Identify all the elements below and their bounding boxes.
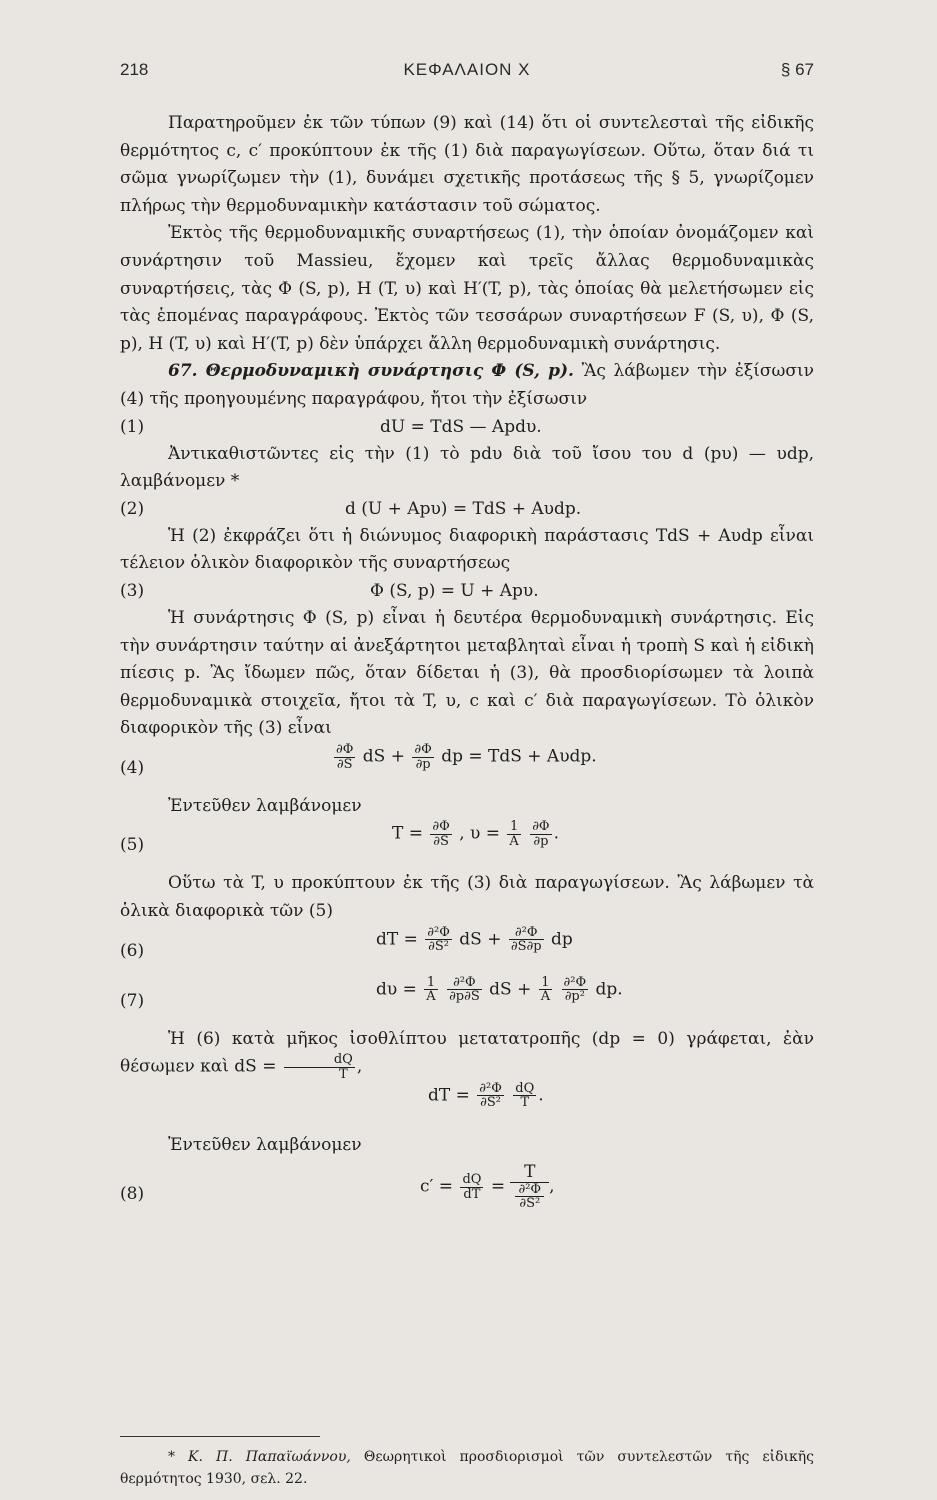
footnote-text: Θεωρητικοὶ προσδιορισμοὶ τῶν συντελεστῶν τῆς εἰδικῆς θερμότητος 1930, σελ. 22. xyxy=(120,1449,814,1487)
paragraph: Ἀντικαθιστῶντες εἰς τὴν (1) τὸ pdυ διὰ τοῦ ἴσου του d (pυ) — υdp, λαμβάνομεν * xyxy=(120,443,814,492)
equation-number: (3) xyxy=(120,580,145,601)
equation-7 xyxy=(120,976,814,1026)
equation-expression: Φ (S, p) = U + Apυ. xyxy=(370,580,539,601)
paragraph: Παρατηροῦμεν ἐκ τῶν τύπων (9) καὶ (14) ὅτι οἱ συντελεσταὶ τῆς εἰδικῆς θερμότητος c, c′ προκύπτουν ἐκ τῆς (1) διὰ παραγωγίσεων. Οὕτω, ὅταν διά τι σῶμα γνωρίζωμεν τὴν (1), δυνάμει σχετικῆς προτάσεως τῆς § 5, γνωρίζομεν πλήρως τὴν θερμοδυναμικὴν κατάστασιν τοῦ σώματος. xyxy=(120,113,814,216)
fraction: $\frac{\text{∂²Φ}}{\text{∂S²}}$ xyxy=(427,924,450,955)
equation-4 xyxy=(120,743,814,793)
page-number: 218 xyxy=(120,60,149,79)
fraction: $\frac{dQ}{T}$ xyxy=(284,1053,355,1081)
fraction: $\frac{\partial\Phi}{\partial p}$ xyxy=(532,819,550,850)
equation-expression: c′ = $\frac{dQ}{dT}$ = $\frac{T}{\frac{\text{∂²Φ}}{\text{∂S²}}}$ , xyxy=(420,1162,555,1212)
equation-2 xyxy=(120,496,814,523)
paragraph: Ἐντεῦθεν λαμβάνομεν xyxy=(168,795,362,816)
paragraph: Ἡ (2) ἐκφράζει ὅτι ἡ διώνυμος διαφορικὴ παράστασις TdS + Aυdp εἶναι τέλειον ὁλικὸν διαφορικὸν τῆς συναρτήσεως xyxy=(120,525,814,574)
equation-expression: $\frac{\partial\Phi}{\partial S}$ dS + $\frac{\partial\Phi}{\partial p}$ dp = TdS + Aυdp. xyxy=(336,741,597,772)
equation-number: (8) xyxy=(120,1184,145,1205)
paragraph: Οὕτω τὰ T, υ προκύπτουν ἐκ τῆς (3) διὰ παραγωγίσεων. Ἂς λάβωμεν τὰ ὁλικὰ διαφορικὰ τῶν (5) xyxy=(120,873,814,922)
equation-expression: dU = TdS — Apdυ. xyxy=(380,416,542,437)
footnote-rule xyxy=(120,1436,320,1437)
fraction: $\frac{\text{∂²Φ}}{\text{∂S²}}$ xyxy=(515,1183,544,1211)
equation-expression: dυ = $\frac{1}{A}$ $\frac{\text{∂²Φ}}{\partial p\partial S}$ dS + $\frac{1}{A}$ $\frac{\text{∂²Φ}}{\text{∂p²}}$ dp. xyxy=(376,974,623,1005)
page-body xyxy=(120,110,814,1235)
section-heading: 67. Θερμοδυναμικὴ συνάρτησις Φ (S, p). xyxy=(168,361,574,382)
equation-3 xyxy=(120,578,814,605)
equation-1 xyxy=(120,414,814,441)
running-header xyxy=(120,60,814,90)
paragraph xyxy=(120,358,814,413)
equation-number: (5) xyxy=(120,835,145,856)
footnote xyxy=(120,1446,814,1490)
equation-expression: dT = $\frac{\text{∂²Φ}}{\text{∂S²}}$ $\frac{dQ}{T}$ . xyxy=(428,1080,544,1111)
fraction: $\frac{\text{∂²Φ}}{\partial S\partial p}$ xyxy=(510,924,542,955)
paragraph: Ἡ συνάρτησις Φ (S, p) εἶναι ἡ δευτέρα θερμοδυναμικὴ συνάρτησις. Εἰς τὴν συνάρτησιν ταύτην αἱ ἀνεξάρτητοι μεταβληταὶ εἶναι ἡ τροπὴ S καὶ ἡ εἰδικὴ πίεσις p. Ἂς ἴδωμεν πῶς, ὅταν δίδεται ἡ (3), θὰ προσδιορίσωμεν τὰ λοιπὰ θερμοδυναμικὰ στοιχεῖα, ἤτοι τὰ T, υ, c καὶ c′ διὰ παραγωγίσεων. Τὸ ὁλικὸν διαφορικὸν τῆς (3) εἶναι xyxy=(120,607,814,739)
equation-number: (7) xyxy=(120,990,145,1011)
equation-number: (4) xyxy=(120,757,145,778)
equation-number: (1) xyxy=(120,416,145,437)
equation-5 xyxy=(120,820,814,870)
equation-dt xyxy=(120,1082,814,1132)
equation-number: (2) xyxy=(120,498,145,519)
fraction: $\frac{\text{∂²Φ}}{\text{∂p²}}$ xyxy=(563,974,587,1005)
fraction: $\frac{\partial\Phi}{\partial S}$ xyxy=(432,819,450,850)
equation-number: (6) xyxy=(120,940,145,961)
footnote-author: * Κ. Π. Παπαϊωάννου, xyxy=(168,1449,351,1465)
equation-6 xyxy=(120,926,814,976)
equation-expression: dT = $\frac{\text{∂²Φ}}{\text{∂S²}}$ dS + $\frac{\text{∂²Φ}}{\partial S\partial p}$ dp xyxy=(376,924,573,955)
fraction: $\frac{1}{A}$ xyxy=(540,974,551,1005)
paragraph: Ἐντεῦθεν λαμβάνομεν xyxy=(168,1134,362,1155)
fraction: $\frac{dQ}{dT}$ xyxy=(462,1171,482,1202)
fraction: $\frac{\text{∂²Φ}}{\text{∂S²}}$ xyxy=(479,1080,502,1111)
fraction: $\frac{1}{A}$ xyxy=(509,819,519,850)
equation-expression: T = $\frac{\partial\Phi}{\partial S}$ , υ = $\frac{1}{A}$ $\frac{\partial\Phi}{\partial p}$ . xyxy=(392,819,559,850)
paragraph-text: Ἂς λάβωμεν τὴν ἐξίσωσιν (4) τῆς προηγουμένης παραγράφου, ἤτοι τὴν ἐξίσωσιν xyxy=(120,361,814,409)
fraction: $\frac{\partial\Phi}{\partial S}$ xyxy=(336,741,354,772)
compound-fraction: $\frac{T}{\frac{\text{∂²Φ}}{\text{∂S²}}}$ xyxy=(510,1163,549,1211)
equation-8 xyxy=(120,1159,814,1235)
fraction: $\frac{dQ}{T}$ xyxy=(515,1080,535,1111)
fraction: $\frac{1}{A}$ xyxy=(426,974,436,1005)
equation-expression: d (U + Apυ) = TdS + Aυdp. xyxy=(345,498,582,519)
fraction: $\frac{\text{∂²Φ}}{\partial p\partial S}$ xyxy=(449,974,480,1005)
paragraph: Ἡ (6) κατὰ μῆκος ἰσοθλίπτου μετατατροπῆς (dp = 0) γράφεται, ἐὰν θέσωμεν καὶ dS = $\frac{dQ}{T}$ , xyxy=(120,1028,814,1082)
chapter-title: ΚΕΦΑΛΑΙΟΝ X xyxy=(403,60,531,79)
section-marker: § 67 xyxy=(780,60,814,79)
fraction: $\frac{\partial\Phi}{\partial p}$ xyxy=(414,741,432,772)
paragraph: Ἐκτὸς τῆς θερμοδυναμικῆς συναρτήσεως (1), τὴν ὁποίαν ὀνομάζομεν καὶ συνάρτησιν τοῦ Massieu, ἔχομεν καὶ τρεῖς ἄλλας θερμοδυναμικὰς συναρτήσεις, τὰς Φ (S, p), H (T, υ) καὶ H′(T, p), τὰς ὁποίας θὰ μελετήσωμεν εἰς τὰς ἑπομένας παραγράφους. Ἐκτὸς τῶν τεσσάρων συναρτήσεων F (S, υ), Φ (S, p), H (T, υ) καὶ H′(T, p) δὲν ὑπάρχει ἄλλη θερμοδυναμικὴ συνάρτησις. xyxy=(120,223,814,354)
